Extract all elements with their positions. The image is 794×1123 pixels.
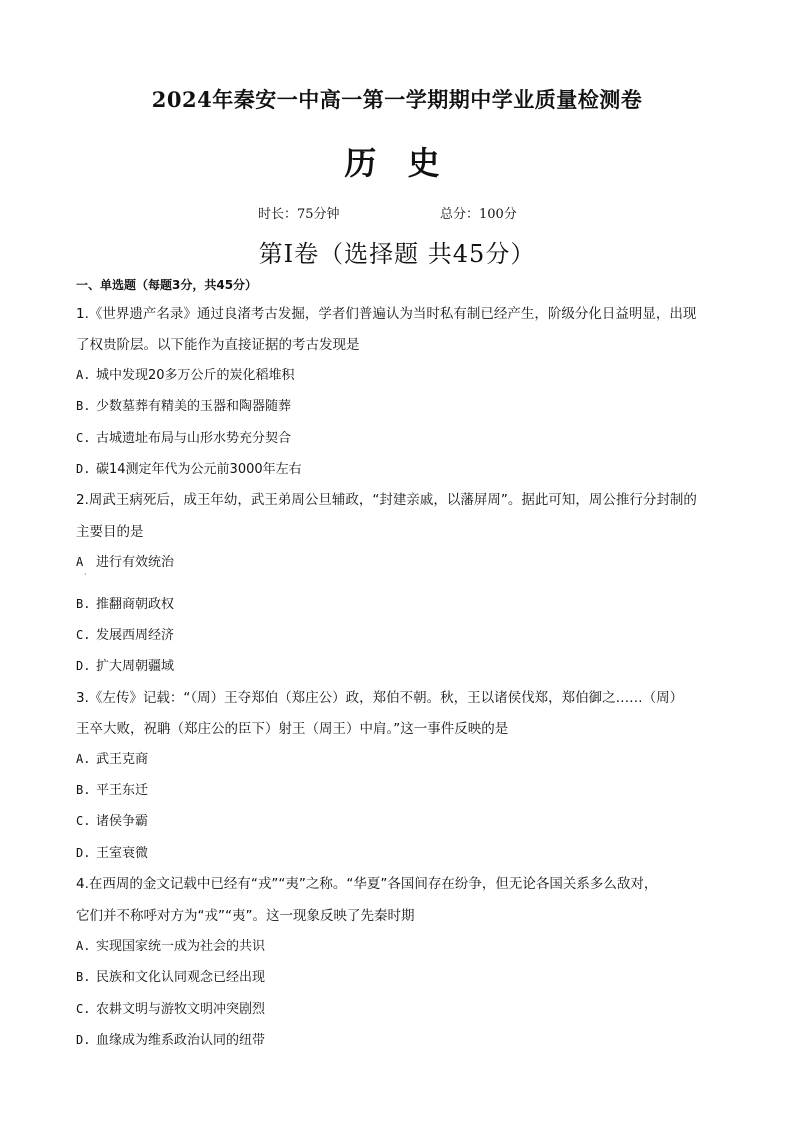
option-text: 实现国家统一成为社会的共识 bbox=[96, 939, 266, 954]
question-2-option-c bbox=[76, 624, 174, 643]
option-text: 平王东迁 bbox=[96, 783, 149, 798]
question-1-stem-line-2: 了权贵阶层。以下能作为直接证据的考古发现是 bbox=[76, 337, 360, 353]
question-2-option-a bbox=[76, 551, 174, 570]
question-3-option-d bbox=[76, 842, 148, 861]
option-letter: B. bbox=[76, 783, 91, 797]
question-4-option-a bbox=[76, 935, 265, 954]
question-1-option-a bbox=[76, 364, 295, 383]
question-1-option-c bbox=[76, 427, 291, 446]
part-heading: 第Ⅰ卷（选择题 共45分） bbox=[258, 240, 536, 268]
option-text: 进行有效统治 bbox=[96, 555, 175, 570]
option-text: 城中发现20多万公斤的炭化稻堆积 bbox=[96, 368, 295, 383]
option-letter: B. bbox=[76, 597, 91, 611]
question-1-option-b bbox=[76, 395, 291, 414]
question-3-option-a bbox=[76, 748, 148, 767]
option-letter: A. bbox=[76, 939, 91, 953]
subject-title: 历 史 bbox=[344, 144, 450, 182]
option-text: 古城遗址布局与山形水势充分契合 bbox=[96, 431, 292, 446]
stray-dot: · bbox=[84, 570, 87, 579]
option-text: 少数墓葬有精美的玉器和陶器随葬 bbox=[96, 399, 292, 414]
option-text: 武王克商 bbox=[96, 752, 149, 767]
exam-title: 2024年秦安一中高一第一学期期中学业质量检测卷 bbox=[151, 87, 643, 112]
option-letter: C. bbox=[76, 1002, 91, 1016]
question-3-stem-line-2: 王卒大败，祝聃（郑庄公的臣下）射王（周王）中肩。”这一事件反映的是 bbox=[76, 721, 509, 737]
option-text: 扩大周朝疆域 bbox=[96, 659, 175, 674]
option-letter: B. bbox=[76, 399, 91, 413]
total-score-text: 总分：100分 bbox=[440, 207, 517, 222]
question-3-option-b bbox=[76, 779, 148, 798]
question-4-option-d bbox=[76, 1029, 265, 1048]
option-text: 王室衰微 bbox=[96, 846, 149, 861]
section-heading: 一、单选题（每题3分，共45分） bbox=[76, 278, 258, 292]
question-4-option-b bbox=[76, 966, 265, 985]
option-letter: C. bbox=[76, 814, 91, 828]
question-4-stem-line-2: 它们并不称呼对方为“戎”“夷”。这一现象反映了先秦时期 bbox=[76, 908, 415, 924]
option-letter: D. bbox=[76, 846, 91, 860]
question-1-stem-line-1: 1.《世界遗产名录》通过良渚考古发掘，学者们普遍认为当时私有制已经产生，阶级分化日益明显，出现 bbox=[76, 306, 697, 322]
option-text: 血缘成为维系政治认同的纽带 bbox=[96, 1033, 266, 1048]
option-letter: D. bbox=[76, 659, 91, 673]
question-3-option-c bbox=[76, 810, 148, 829]
question-2-stem-line-2: 主要目的是 bbox=[76, 524, 144, 540]
option-text: 诸侯争霸 bbox=[96, 814, 149, 829]
option-text: 发展西周经济 bbox=[96, 628, 175, 643]
question-2-stem-line-1: 2.周武王病死后，成王年幼，武王弟周公旦辅政，“封建亲戚，以藩屏周”。据此可知，周公推行分封制的 bbox=[76, 492, 697, 508]
option-letter: B. bbox=[76, 970, 91, 984]
option-letter: A bbox=[76, 555, 84, 569]
option-letter: C. bbox=[76, 431, 91, 445]
question-2-option-d bbox=[76, 655, 174, 674]
question-4-stem-line-1: 4.在西周的金文记载中已经有“戎”“夷”之称。“华夏”各国间存在纷争，但无论各国关系多么敌对， bbox=[76, 876, 658, 892]
option-letter: D. bbox=[76, 462, 91, 476]
question-1-option-d bbox=[76, 458, 302, 477]
duration-text: 时长：75分钟 bbox=[258, 207, 340, 222]
option-text: 农耕文明与游牧文明冲突剧烈 bbox=[96, 1002, 266, 1017]
option-letter: D. bbox=[76, 1033, 91, 1047]
question-2-option-b bbox=[76, 593, 174, 612]
option-text: 民族和文化认同观念已经出现 bbox=[96, 970, 266, 985]
question-3-stem-line-1: 3.《左传》记载：“（周）王夺郑伯（郑庄公）政，郑伯不朝。秋，王以诸侯伐郑，郑伯御之……（周） bbox=[76, 690, 684, 706]
option-text: 碳14测定年代为公元前3000年左右 bbox=[96, 462, 302, 477]
question-4-option-c bbox=[76, 998, 265, 1017]
option-letter: C. bbox=[76, 628, 91, 642]
option-letter: A. bbox=[76, 368, 91, 382]
option-letter: A. bbox=[76, 752, 91, 766]
option-text: 推翻商朝政权 bbox=[96, 597, 175, 612]
